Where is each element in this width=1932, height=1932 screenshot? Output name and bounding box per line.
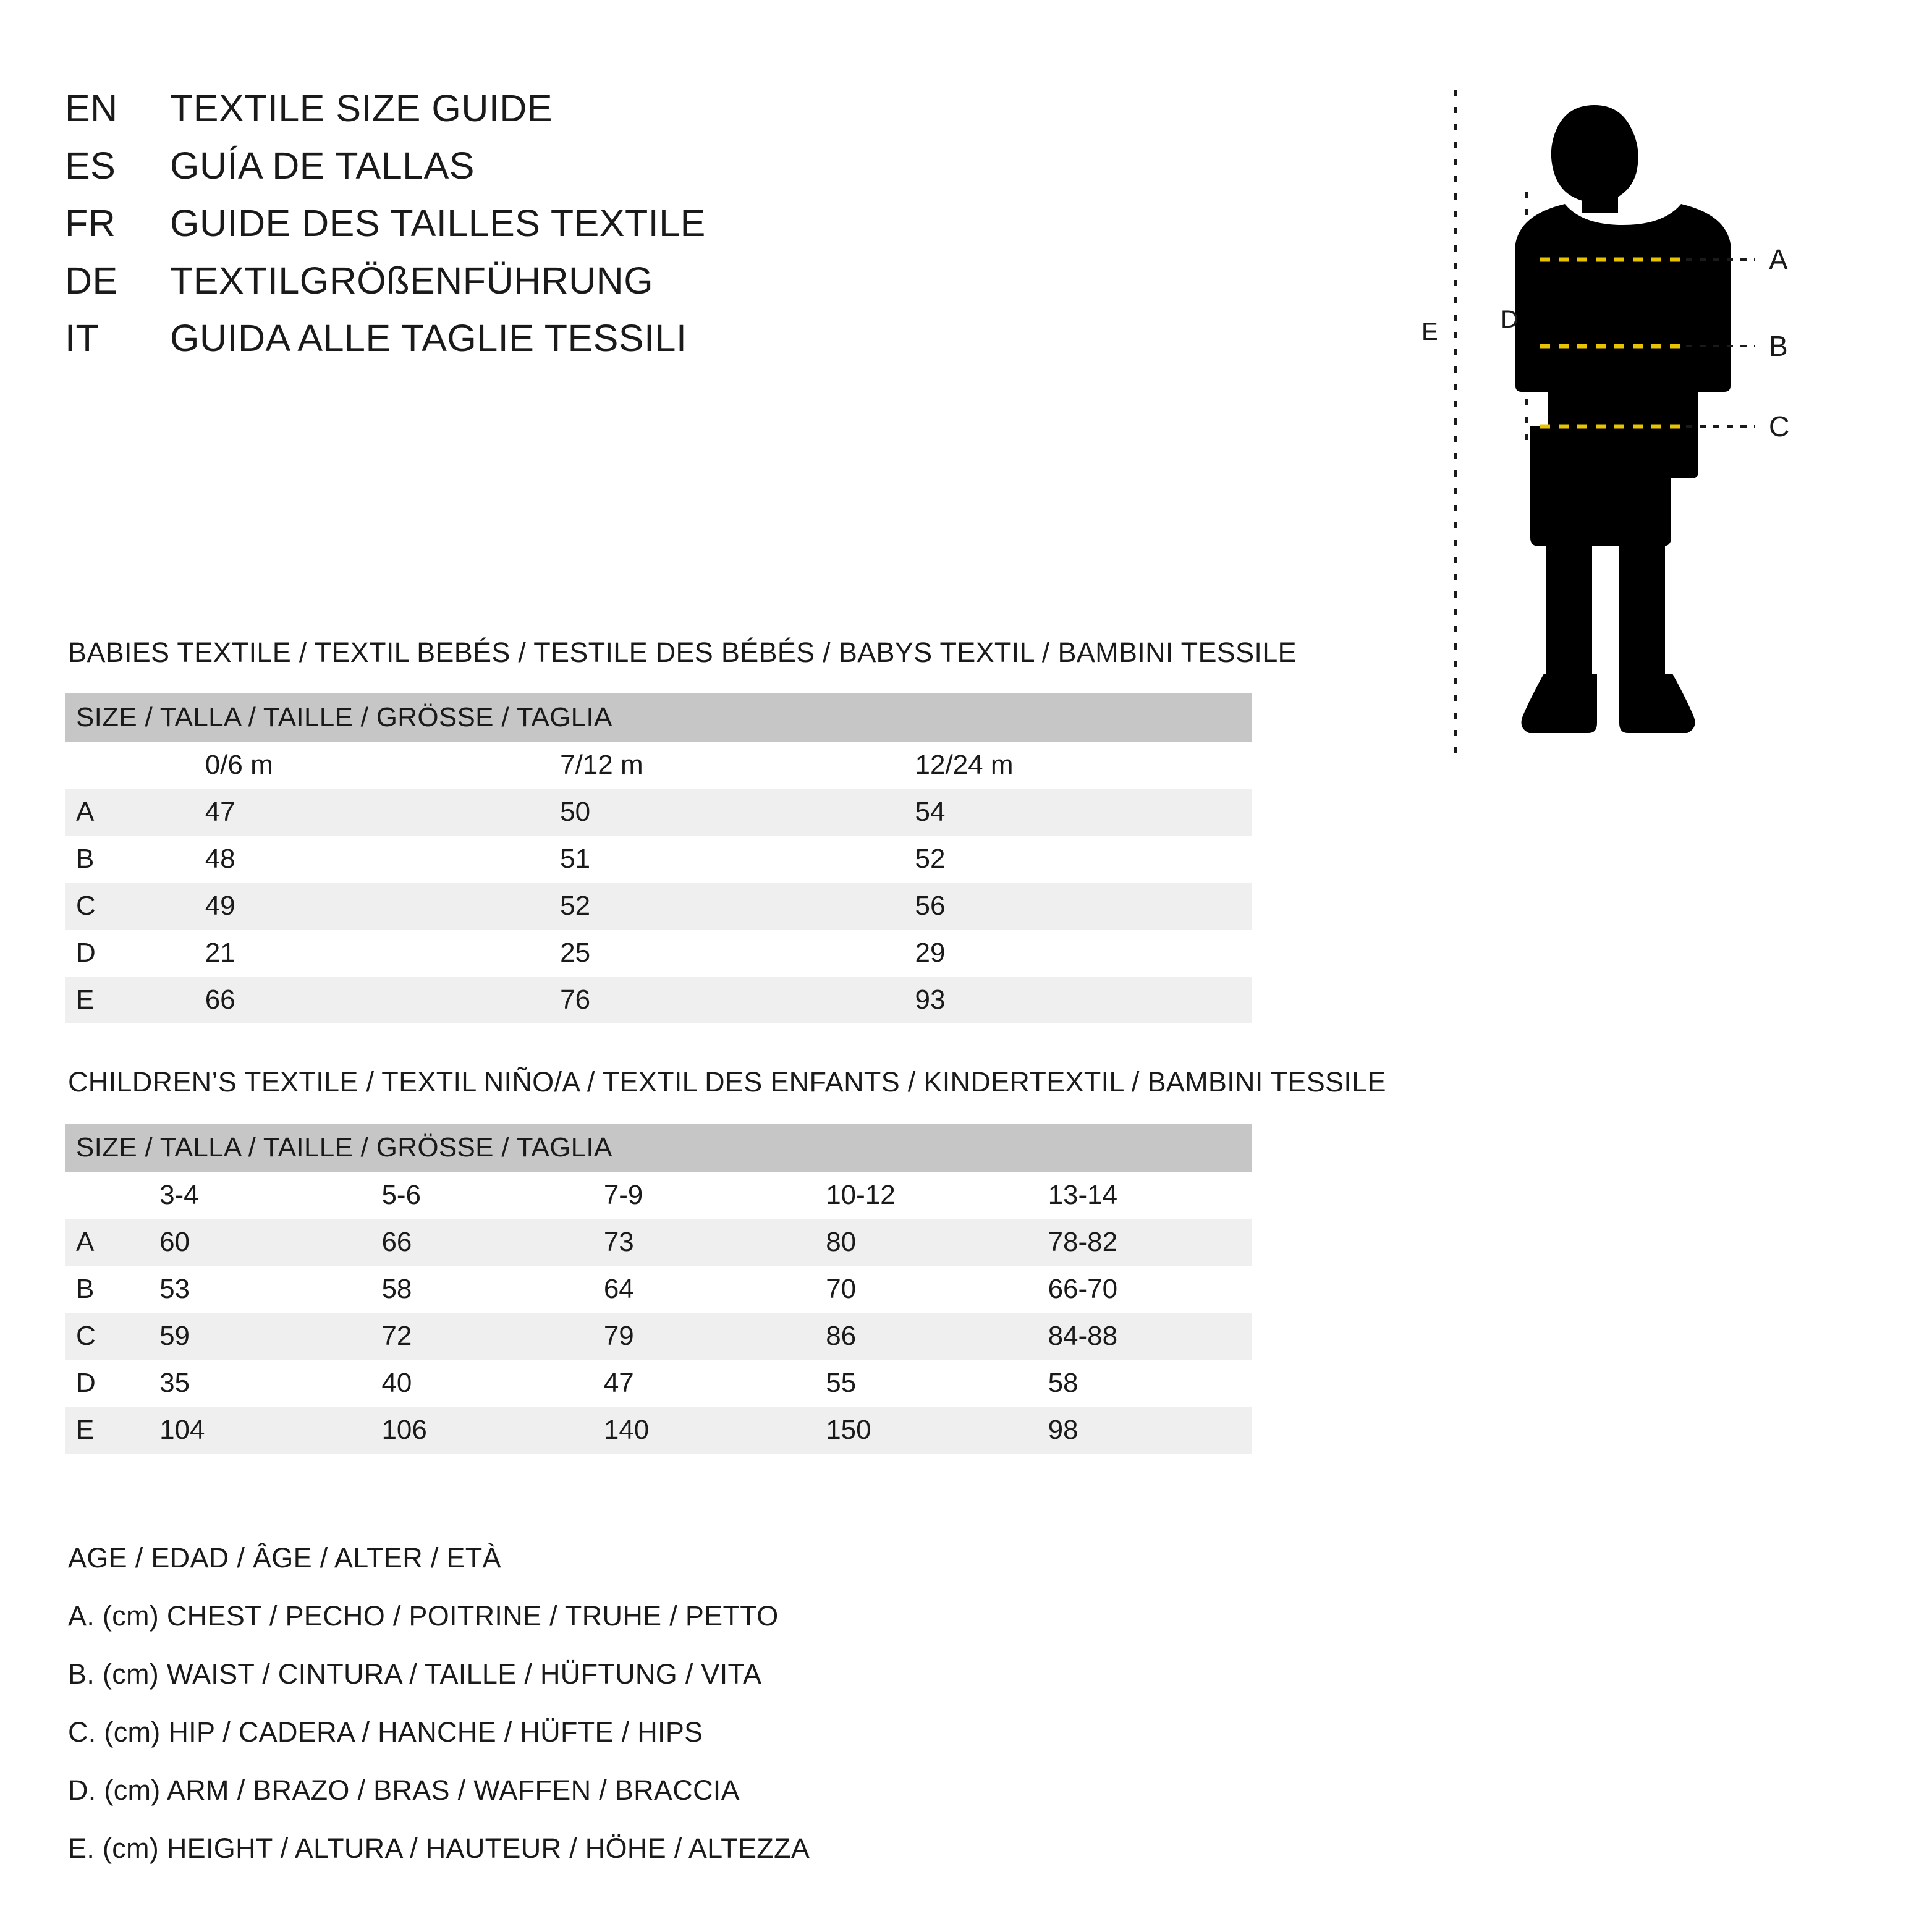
cell: 66 — [187, 977, 541, 1023]
cell: 35 — [141, 1360, 363, 1407]
cell: 25 — [541, 930, 896, 977]
row-label: E — [65, 977, 187, 1023]
cell: 98 — [1030, 1407, 1252, 1454]
cell: 80 — [807, 1219, 1029, 1266]
children-column-header-row — [65, 1172, 1252, 1219]
row-label: B — [65, 836, 187, 883]
row-label: C — [65, 1313, 141, 1360]
cell: 52 — [897, 836, 1252, 883]
language-code: FR — [65, 202, 116, 244]
legend-item-e: E. (cm) HEIGHT / ALTURA / HAUTEUR / HÖHE / ALTEZZA — [68, 1832, 810, 1864]
cell: 72 — [363, 1313, 585, 1360]
legend-item-c: C. (cm) HIP / CADERA / HANCHE / HÜFTE / HIPS — [68, 1716, 703, 1748]
table-row — [65, 1313, 1252, 1360]
children-size-table-wrapper — [65, 1124, 1252, 1454]
cell: 78-82 — [1030, 1219, 1252, 1266]
cell: 58 — [363, 1266, 585, 1313]
cell: 104 — [141, 1407, 363, 1454]
language-row — [65, 144, 1239, 201]
cell: 54 — [897, 789, 1252, 836]
children-column-header: 5-6 — [363, 1172, 585, 1219]
legend-heading: AGE / EDAD / ÂGE / ALTER / ETÀ — [68, 1542, 501, 1574]
language-title-list — [65, 87, 1239, 374]
babies-table-header-band: SIZE / TALLA / TAILLE / GRÖSSE / TAGLIA — [65, 693, 1252, 742]
row-label: D — [65, 1360, 141, 1407]
cell: 86 — [807, 1313, 1029, 1360]
cell: 29 — [897, 930, 1252, 977]
cell: 73 — [585, 1219, 807, 1266]
row-label: A — [65, 789, 187, 836]
language-code: EN — [65, 87, 118, 129]
child-silhouette — [1515, 105, 1731, 733]
cell: 47 — [585, 1360, 807, 1407]
cell: 50 — [541, 789, 896, 836]
cell: 56 — [897, 883, 1252, 930]
table-row — [65, 1219, 1252, 1266]
cell: 140 — [585, 1407, 807, 1454]
children-column-header: 3-4 — [141, 1172, 363, 1219]
legend-item-a: A. (cm) CHEST / PECHO / POITRINE / TRUHE / PETTO — [68, 1600, 779, 1632]
measurement-legend — [68, 1542, 1428, 1891]
babies-column-header: 0/6 m — [187, 742, 541, 789]
cell: 53 — [141, 1266, 363, 1313]
children-column-header: 7-9 — [585, 1172, 807, 1219]
language-title: GUIDA ALLE TAGLIE TESSILI — [170, 317, 687, 359]
table-row — [65, 1360, 1252, 1407]
label-a: A — [1769, 244, 1788, 276]
cell: 79 — [585, 1313, 807, 1360]
cell: 106 — [363, 1407, 585, 1454]
label-c: C — [1769, 410, 1790, 443]
language-row — [65, 87, 1239, 144]
children-column-header: 10-12 — [807, 1172, 1029, 1219]
language-title: TEXTILE SIZE GUIDE — [170, 87, 553, 129]
cell: 58 — [1030, 1360, 1252, 1407]
children-section-title: CHILDREN’S TEXTILE / TEXTIL NIÑO/A / TEXTIL DES ENFANTS / KINDERTEXTIL / BAMBINI TESSILE — [68, 1066, 1386, 1098]
children-size-table — [65, 1124, 1252, 1454]
table-row — [65, 883, 1252, 930]
cell: 59 — [141, 1313, 363, 1360]
babies-column-header: 12/24 m — [897, 742, 1252, 789]
children-table-header-band: SIZE / TALLA / TAILLE / GRÖSSE / TAGLIA — [65, 1124, 1252, 1172]
legend-item-b: B. (cm) WAIST / CINTURA / TAILLE / HÜFTUNG / VITA — [68, 1658, 762, 1690]
language-row — [65, 316, 1239, 374]
legend-item-d: D. (cm) ARM / BRAZO / BRAS / WAFFEN / BRACCIA — [68, 1774, 740, 1806]
cell: 40 — [363, 1360, 585, 1407]
cell: 76 — [541, 977, 896, 1023]
babies-section-title: BABIES TEXTILE / TEXTIL BEBÉS / TESTILE DES BÉBÉS / BABYS TEXTIL / BAMBINI TESSILE — [68, 637, 1297, 668]
table-row — [65, 1266, 1252, 1313]
babies-size-table — [65, 693, 1252, 1023]
language-title: GUÍA DE TALLAS — [170, 145, 475, 187]
cell: 93 — [897, 977, 1252, 1023]
cell: 49 — [187, 883, 541, 930]
babies-corner-cell — [65, 742, 187, 789]
language-title: TEXTILGRÖßENFÜHRUNG — [170, 260, 654, 302]
table-row — [65, 1407, 1252, 1454]
row-label: C — [65, 883, 187, 930]
cell: 66 — [363, 1219, 585, 1266]
language-row — [65, 259, 1239, 316]
cell: 47 — [187, 789, 541, 836]
cell: 52 — [541, 883, 896, 930]
cell: 51 — [541, 836, 896, 883]
row-label: E — [65, 1407, 141, 1454]
babies-column-header: 7/12 m — [541, 742, 896, 789]
cell: 48 — [187, 836, 541, 883]
body-measurement-figure — [1409, 80, 1842, 773]
babies-size-table-wrapper — [65, 693, 1252, 1023]
children-corner-cell — [65, 1172, 141, 1219]
cell: 150 — [807, 1407, 1029, 1454]
label-e: E — [1421, 318, 1438, 345]
table-row — [65, 930, 1252, 977]
cell: 21 — [187, 930, 541, 977]
table-row — [65, 836, 1252, 883]
language-title: GUIDE DES TAILLES TEXTILE — [170, 202, 706, 244]
table-row — [65, 977, 1252, 1023]
cell: 60 — [141, 1219, 363, 1266]
language-code: IT — [65, 317, 100, 359]
cell: 84-88 — [1030, 1313, 1252, 1360]
babies-column-header-row — [65, 742, 1252, 789]
cell: 55 — [807, 1360, 1029, 1407]
table-row — [65, 789, 1252, 836]
language-code: ES — [65, 145, 116, 187]
label-d: D — [1501, 306, 1519, 333]
cell: 66-70 — [1030, 1266, 1252, 1313]
language-code: DE — [65, 260, 118, 302]
row-label: D — [65, 930, 187, 977]
cell: 64 — [585, 1266, 807, 1313]
row-label: A — [65, 1219, 141, 1266]
children-column-header: 13-14 — [1030, 1172, 1252, 1219]
label-b: B — [1769, 330, 1788, 362]
cell: 70 — [807, 1266, 1029, 1313]
row-label: B — [65, 1266, 141, 1313]
language-row — [65, 201, 1239, 259]
